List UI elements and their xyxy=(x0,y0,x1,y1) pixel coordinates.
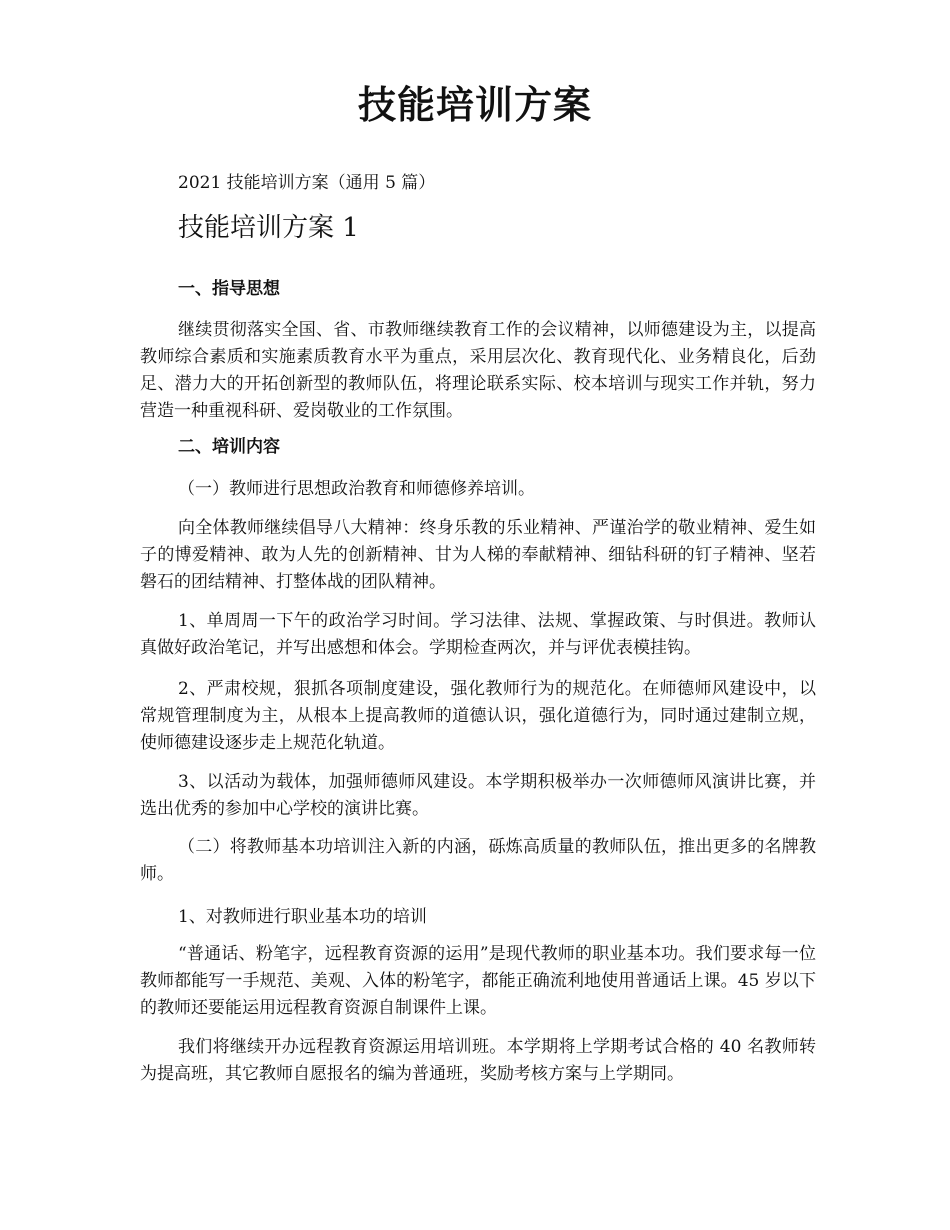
paragraph-item-3: 3、以活动为载体，加强师德师风建设。本学期积极举办一次师德师风演讲比赛，并选出优秀的参加中心学校的演讲比赛。 xyxy=(140,772,816,819)
paragraph-guiding-ideology: 继续贯彻落实全国、省、市教师继续教育工作的会议精神，以师德建设为主，以提高教师综合素质和实施素质教育水平为重点，采用层次化、教育现代化、业务精良化，后劲足、潜力大的开拓创新型的教师队伍，将理论联系实际、校本培训与现实工作并轨，努力营造一种重视科研、爱岗敬业的工作氛围。 xyxy=(140,320,816,421)
subheading-political-education: （一）教师进行思想政治教育和师德修养培训。 xyxy=(178,479,535,499)
section-title: 技能培训方案 1 xyxy=(178,213,359,243)
paragraph-remote-training: 我们将继续开办远程教育资源运用培训班。本学期将上学期考试合格的 40 名教师转为提高班，其它教师自愿报名的编为普通班，奖励考核方案与上学期同。 xyxy=(140,1037,816,1084)
heading-training-content: 二、培训内容 xyxy=(178,437,280,457)
paragraph-eight-spirits: 向全体教师继续倡导八大精神：终身乐教的乐业精神、严谨治学的敬业精神、爱生如子的博爱精神、敢为人先的创新精神、甘为人梯的奉献精神、细钻科研的钉子精神、坚若磐石的团结精神、打整体战的团队精神。 xyxy=(140,518,816,592)
paragraph-mandarin-chalk: “普通话、粉笔字，远程教育资源的运用”是现代教师的职业基本功。我们要求每一位教师都能写一手规范、美观、入体的粉笔字，都能正确流利地使用普通话上课。45 岁以下的教师还要能运用远程教育资源自制课件上课。 xyxy=(140,944,816,1018)
subheading-vocational-skills: 1、对教师进行职业基本功的培训 xyxy=(178,907,427,927)
paragraph-item-1: 1、单周周一下午的政治学习时间。学习法律、法规、掌握政策、与时俱进。教师认真做好政治笔记，并写出感想和体会。学期检查两次，并与评优表模挂钩。 xyxy=(140,611,816,658)
paragraph-item-2: 2、严肃校规，狠抓各项制度建设，强化教师行为的规范化。在师德师风建设中，以常规管理制度为主，从根本上提高教师的道德认识，强化道德行为，同时通过建制立规，使师德建设逐步走上规范化轨道。 xyxy=(140,679,816,753)
heading-guiding-ideology: 一、指导思想 xyxy=(178,279,280,299)
paragraph-basic-skills: （二）将教师基本功培训注入新的内涵，砾炼高质量的教师队伍，推出更多的名牌教师。 xyxy=(140,837,816,884)
document-title: 技能培训方案 xyxy=(357,82,592,127)
document-subtitle: 2021 技能培训方案（通用 5 篇） xyxy=(178,173,436,193)
